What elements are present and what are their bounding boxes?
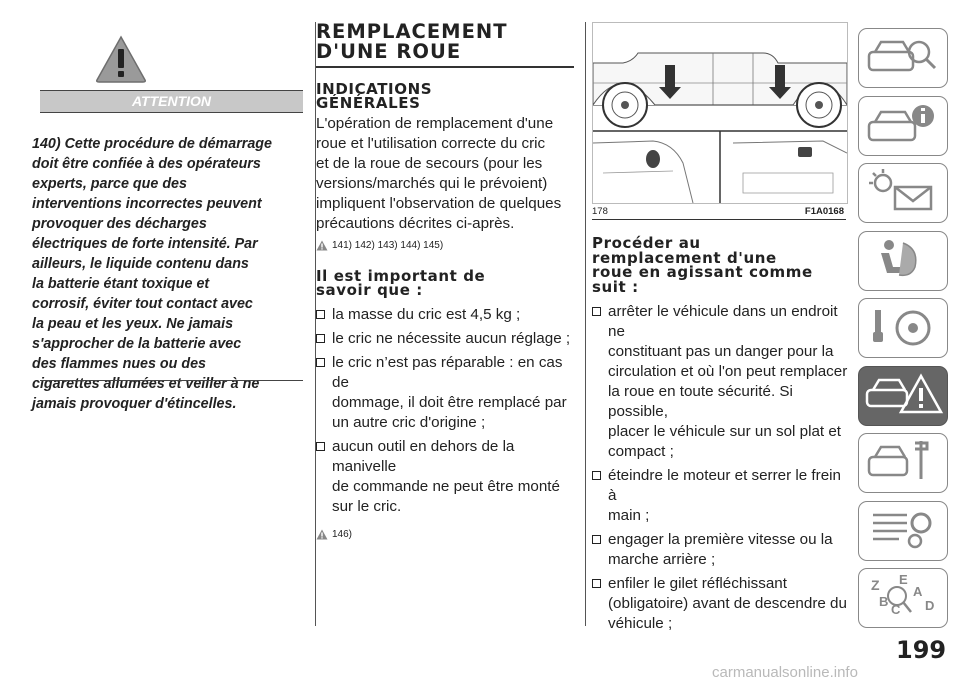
text-line: roue et l'utilisation correcte du cric bbox=[316, 135, 546, 152]
seat-airbag-icon bbox=[859, 233, 947, 289]
sidebar-tab-7[interactable] bbox=[858, 433, 948, 493]
text-line: compact ; bbox=[608, 443, 674, 460]
svg-text:D: D bbox=[925, 598, 935, 613]
figure-rule bbox=[592, 219, 846, 220]
text-line: le cric n’est pas réparable : en cas de bbox=[332, 354, 563, 391]
warning-header: ATTENTION bbox=[40, 90, 303, 113]
warning-lights-message-icon bbox=[859, 165, 947, 221]
subheading-general: INDICATIONS GÉNÉRALES bbox=[316, 80, 433, 112]
text-line: la batterie étant toxique et bbox=[32, 276, 210, 292]
text-line: doit être confiée à des opérateurs bbox=[32, 156, 261, 172]
list-item bbox=[592, 466, 848, 526]
figure-number: 178 bbox=[592, 206, 608, 217]
text-line: suit : bbox=[592, 277, 639, 296]
text-line: aucun outil en dehors de la manivelle bbox=[332, 438, 515, 475]
warning-references: 141) 142) 143) 144) 145) bbox=[316, 240, 578, 251]
text-line: experts, parce que des bbox=[32, 176, 187, 192]
text-line: placer le véhicule sur un sol plat et bbox=[608, 423, 842, 440]
text-line: s'approcher de la batterie avec bbox=[32, 336, 242, 352]
warning-references: 146) bbox=[316, 529, 578, 540]
text-line: la roue en toute sécurité. Si possible, bbox=[608, 383, 793, 420]
car-breakdown-warning-icon bbox=[859, 368, 947, 424]
procedure-list bbox=[592, 302, 848, 634]
warning-paragraph bbox=[32, 134, 302, 414]
section-title: REMPLACEMENT D'UNE ROUE bbox=[316, 20, 508, 63]
text-line: Procéder au bbox=[592, 234, 701, 252]
svg-text:A: A bbox=[913, 584, 923, 599]
list-item bbox=[592, 574, 848, 634]
text-line: jamais provoquer d'étincelles. bbox=[32, 396, 237, 412]
figure-code: F1A0168 bbox=[804, 206, 844, 217]
sidebar-tab-9[interactable] bbox=[858, 568, 948, 628]
list-item bbox=[316, 437, 578, 517]
text-line: main ; bbox=[608, 507, 650, 524]
text-line: ailleurs, le liquide contenu dans bbox=[32, 256, 249, 272]
column-divider bbox=[585, 22, 586, 626]
list-item bbox=[592, 530, 848, 570]
warning-triangle-icon bbox=[94, 34, 148, 89]
small-warning-icon bbox=[316, 529, 328, 540]
text-line: engager la première vitesse ou la bbox=[608, 531, 833, 548]
specifications-list-icon bbox=[859, 503, 947, 559]
text-line: de commande ne peut être monté bbox=[332, 478, 560, 495]
text-line: roue en agissant comme bbox=[592, 263, 813, 281]
text-line: arrêter le véhicule dans un endroit ne bbox=[608, 303, 838, 340]
text-line: cigarettes allumées et veiller à ne bbox=[32, 376, 260, 392]
text-line: et de la roue de secours (pour les bbox=[316, 155, 543, 172]
sidebar-tab-3[interactable] bbox=[858, 163, 948, 223]
text-line: enfiler le gilet réfléchissant bbox=[608, 575, 787, 592]
watermark: carmanualsonline.info bbox=[712, 664, 858, 681]
text-line: la masse du cric est 4,5 kg ; bbox=[332, 306, 521, 323]
svg-text:C: C bbox=[891, 602, 901, 617]
sidebar-tab-6[interactable] bbox=[858, 366, 948, 426]
warning-box bbox=[32, 30, 303, 412]
text-line: remplacement d'une bbox=[592, 248, 777, 267]
bullet-list bbox=[316, 305, 578, 517]
text-line: marche arrière ; bbox=[608, 551, 716, 568]
vehicle-illustration bbox=[592, 22, 848, 204]
intro-paragraph bbox=[316, 114, 578, 234]
page-number: 199 bbox=[896, 636, 947, 664]
key-steering-wheel-icon bbox=[859, 300, 947, 356]
subheading-important: Il est important de savoir que : bbox=[316, 267, 486, 299]
text-line: précautions décrites ci-après. bbox=[316, 215, 515, 232]
text-line: provoquer des décharges bbox=[32, 216, 207, 232]
figure-caption bbox=[592, 206, 848, 217]
text-line: 140) Cette procédure de démarrage bbox=[32, 136, 272, 152]
text-line: interventions incorrectes peuvent bbox=[32, 196, 262, 212]
svg-text:B: B bbox=[879, 594, 889, 609]
text-line: constituant pas un danger pour la bbox=[608, 343, 834, 360]
text-line: des flammes nues ou des bbox=[32, 356, 207, 372]
sidebar-tab-2[interactable] bbox=[858, 96, 948, 156]
list-item bbox=[316, 305, 578, 325]
car-search-icon bbox=[859, 30, 947, 86]
middle-column bbox=[316, 22, 578, 540]
text-line: électriques de forte intensité. Par bbox=[32, 236, 258, 252]
text-line: éteindre le moteur et serrer le frein à bbox=[608, 467, 841, 504]
text-line: circulation et où l'on peut remplacer bbox=[608, 363, 848, 380]
text-line: impliquent l'observation de quelques bbox=[316, 195, 562, 212]
car-info-icon bbox=[859, 98, 947, 154]
list-item bbox=[592, 302, 848, 462]
text-line: le cric ne nécessite aucun réglage ; bbox=[332, 330, 571, 347]
text-line: véhicule ; bbox=[608, 615, 673, 632]
sidebar-tab-4[interactable] bbox=[858, 231, 948, 291]
right-column bbox=[592, 22, 848, 638]
text-line: L'opération de remplacement d'une bbox=[316, 115, 554, 132]
title-rule bbox=[316, 66, 574, 68]
text-line: un autre cric d'origine ; bbox=[332, 414, 486, 431]
text-line: sur le cric. bbox=[332, 498, 402, 515]
sidebar-tab-1[interactable] bbox=[858, 28, 948, 88]
text-line: (obligatoire) avant de descendre du bbox=[608, 595, 847, 612]
svg-text:E: E bbox=[899, 572, 908, 587]
warning-divider bbox=[40, 380, 303, 381]
text-line: corrosif, éviter tout contact avec bbox=[32, 296, 253, 312]
list-item bbox=[316, 329, 578, 349]
text-line: dommage, il doit être remplacé par bbox=[332, 394, 567, 411]
warning-text bbox=[32, 134, 302, 414]
svg-text:Z: Z bbox=[871, 577, 880, 593]
text-line: la peau et les yeux. Ne jamais bbox=[32, 316, 234, 332]
sidebar-tab-8[interactable] bbox=[858, 501, 948, 561]
sidebar-tab-5[interactable] bbox=[858, 298, 948, 358]
car-service-icon bbox=[859, 435, 947, 491]
list-item bbox=[316, 353, 578, 433]
procedure-heading bbox=[592, 236, 848, 294]
text-line: versions/marchés qui le prévoient) bbox=[316, 175, 548, 192]
alphabetical-index-icon bbox=[859, 570, 947, 626]
small-warning-icon bbox=[316, 240, 328, 251]
